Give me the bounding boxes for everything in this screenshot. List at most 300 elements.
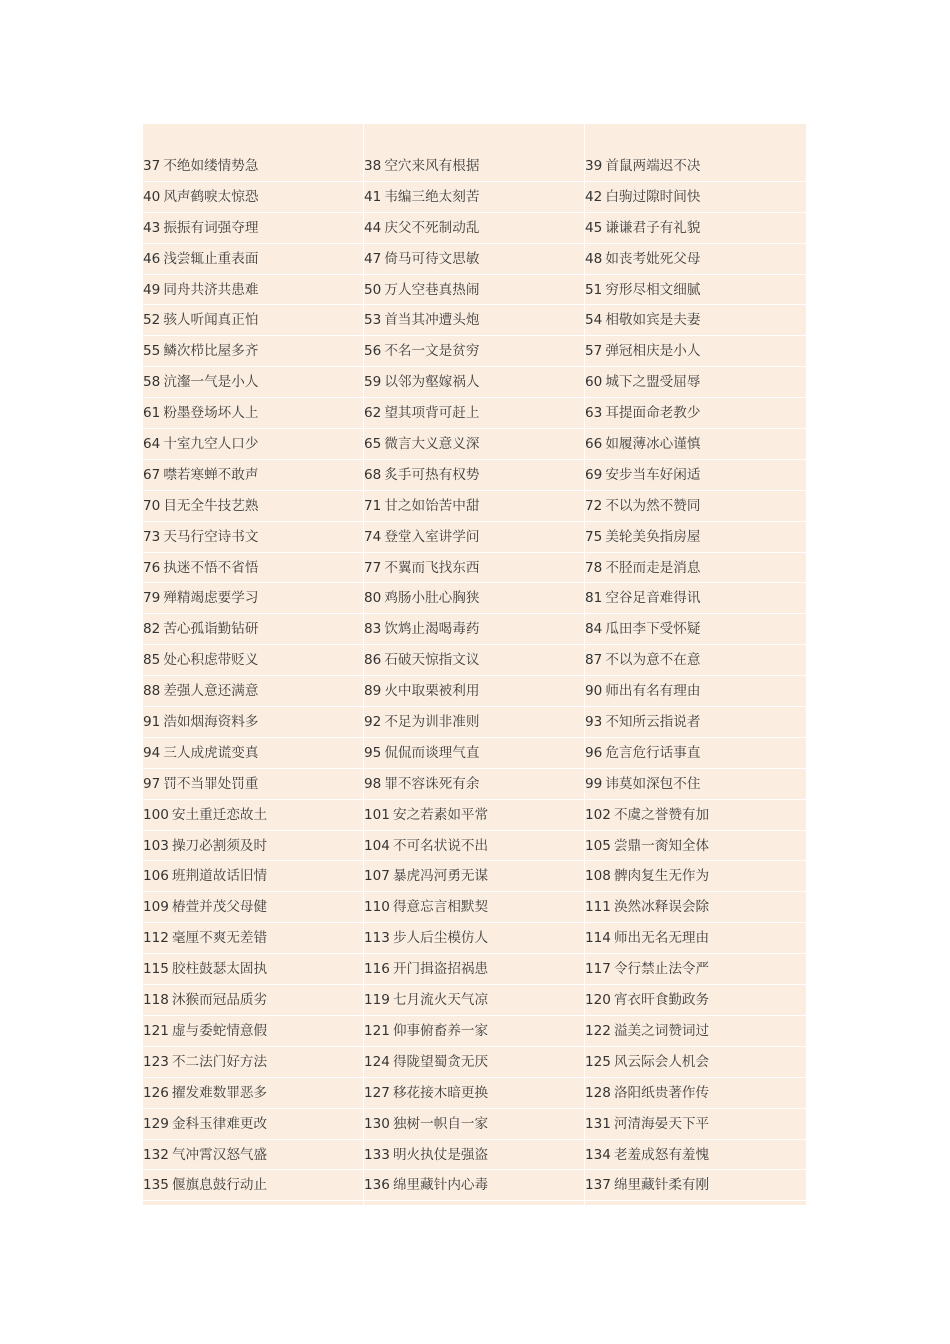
idiom-number: 50 — [364, 281, 382, 298]
idiom-number: 120 — [585, 992, 611, 1009]
idiom-text: 溢美之词赞词过 — [613, 1022, 710, 1039]
idiom-number: 78 — [585, 559, 603, 576]
idiom-entry — [143, 367, 364, 398]
idiom-number: 117 — [585, 961, 611, 978]
idiom-entry — [143, 1016, 364, 1047]
idiom-text: 同舟共济共患难 — [163, 281, 259, 298]
idiom-text: 耳提面命老教少 — [605, 405, 701, 422]
idiom-entry — [364, 800, 585, 831]
idiom-entry — [585, 614, 806, 645]
idiom-text: 讳莫如深包不住 — [605, 775, 701, 792]
idiom-entry — [585, 892, 806, 923]
idiom-table — [143, 151, 806, 1201]
idiom-number: 42 — [585, 188, 603, 205]
idiom-text: 目无全牛技艺熟 — [163, 497, 259, 514]
idiom-entry — [585, 831, 806, 862]
idiom-number: 69 — [585, 466, 603, 483]
idiom-text: 宵衣旰食勤政务 — [613, 992, 710, 1009]
idiom-text: 苦心孤诣勤钻研 — [163, 621, 259, 638]
idiom-number: 92 — [364, 714, 382, 731]
idiom-number: 55 — [143, 343, 161, 360]
idiom-text: 不虞之誉赞有加 — [613, 806, 710, 823]
idiom-entry — [585, 275, 806, 306]
idiom-text: 噤若寒蝉不敢声 — [163, 466, 259, 483]
idiom-text: 班荆道故话旧情 — [171, 868, 268, 885]
idiom-number: 127 — [364, 1084, 390, 1101]
idiom-entry — [585, 429, 806, 460]
idiom-number: 108 — [585, 868, 611, 885]
idiom-entry — [364, 553, 585, 584]
idiom-text: 相敬如宾是夫妻 — [605, 312, 701, 329]
idiom-text: 微言大义意义深 — [384, 436, 480, 453]
idiom-number: 82 — [143, 621, 161, 638]
idiom-number: 115 — [143, 961, 169, 978]
idiom-number: 66 — [585, 436, 603, 453]
idiom-number: 119 — [364, 992, 390, 1009]
idiom-entry — [364, 1078, 585, 1109]
idiom-entry — [585, 1170, 806, 1201]
idiom-text: 不可名状说不出 — [392, 837, 489, 854]
idiom-entry — [143, 244, 364, 275]
idiom-entry — [364, 583, 585, 614]
idiom-number: 64 — [143, 436, 161, 453]
idiom-entry — [364, 1016, 585, 1047]
idiom-text: 胶柱鼓瑟太固执 — [171, 961, 268, 978]
idiom-entry — [143, 336, 364, 367]
idiom-number: 113 — [364, 930, 390, 947]
idiom-entry — [364, 429, 585, 460]
idiom-entry — [585, 1047, 806, 1078]
idiom-entry — [143, 213, 364, 244]
idiom-number: 126 — [143, 1084, 169, 1101]
idiom-number: 56 — [364, 343, 382, 360]
idiom-text: 气冲霄汉怒气盛 — [171, 1146, 268, 1163]
idiom-number: 132 — [143, 1146, 169, 1163]
idiom-text: 不足为训非准则 — [384, 714, 480, 731]
idiom-text: 庆父不死制动乱 — [384, 219, 480, 236]
idiom-text: 虚与委蛇情意假 — [171, 1022, 268, 1039]
idiom-text: 如履薄冰心谨慎 — [605, 436, 701, 453]
idiom-number: 96 — [585, 744, 603, 761]
idiom-entry — [143, 491, 364, 522]
idiom-entry — [585, 923, 806, 954]
idiom-text: 不名一文是贫穷 — [384, 343, 480, 360]
idiom-number: 99 — [585, 775, 603, 792]
idiom-text: 危言危行话事直 — [605, 744, 701, 761]
idiom-entry — [364, 213, 585, 244]
idiom-number: 73 — [143, 528, 161, 545]
idiom-number: 135 — [143, 1177, 169, 1194]
idiom-number: 94 — [143, 744, 161, 761]
idiom-number: 85 — [143, 652, 161, 669]
idiom-number: 45 — [585, 219, 603, 236]
idiom-text: 如丧考妣死父母 — [605, 250, 701, 267]
idiom-number: 100 — [143, 806, 169, 823]
idiom-text: 不胫而走是消息 — [605, 559, 701, 576]
idiom-entry — [585, 1078, 806, 1109]
idiom-number: 90 — [585, 683, 603, 700]
idiom-number: 70 — [143, 497, 161, 514]
idiom-entry — [585, 1140, 806, 1171]
idiom-entry — [364, 738, 585, 769]
idiom-number: 133 — [364, 1146, 390, 1163]
idiom-entry — [364, 614, 585, 645]
idiom-entry — [585, 367, 806, 398]
idiom-entry — [585, 1109, 806, 1140]
idiom-text: 三人成虎谎变真 — [163, 744, 259, 761]
idiom-text: 不二法门好方法 — [171, 1053, 268, 1070]
idiom-entry — [585, 769, 806, 800]
idiom-text: 洛阳纸贵著作传 — [613, 1084, 710, 1101]
idiom-number: 38 — [364, 158, 382, 174]
idiom-entry — [364, 491, 585, 522]
idiom-number: 51 — [585, 281, 603, 298]
idiom-number: 98 — [364, 775, 382, 792]
idiom-text: 绵里藏针柔有刚 — [613, 1177, 710, 1194]
idiom-number: 137 — [585, 1177, 611, 1194]
idiom-entry — [585, 954, 806, 985]
idiom-text: 弹冠相庆是小人 — [605, 343, 701, 360]
idiom-entry — [143, 923, 364, 954]
idiom-entry — [143, 738, 364, 769]
idiom-number: 67 — [143, 466, 161, 483]
idiom-text: 不以为意不在意 — [605, 652, 701, 669]
idiom-entry — [364, 676, 585, 707]
idiom-number: 118 — [143, 992, 169, 1009]
idiom-entry — [143, 769, 364, 800]
idiom-text: 罪不容诛死有余 — [384, 775, 480, 792]
idiom-text: 不绝如缕情势急 — [163, 158, 259, 174]
idiom-number: 47 — [364, 250, 382, 267]
idiom-text: 安土重迁恋故土 — [171, 806, 268, 823]
idiom-text: 白驹过隙时间快 — [605, 188, 701, 205]
idiom-text: 老羞成怒有羞愧 — [613, 1146, 710, 1163]
idiom-entry — [143, 831, 364, 862]
idiom-entry — [364, 398, 585, 429]
idiom-number: 89 — [364, 683, 382, 700]
idiom-number: 37 — [143, 158, 161, 174]
idiom-text: 万人空巷真热闹 — [384, 281, 480, 298]
idiom-entry — [585, 398, 806, 429]
idiom-text: 登堂入室讲学问 — [384, 528, 480, 545]
idiom-text: 步人后尘模仿人 — [392, 930, 489, 947]
idiom-entry — [364, 1047, 585, 1078]
idiom-text: 独树一帜自一家 — [392, 1115, 489, 1132]
idiom-entry — [585, 151, 806, 182]
idiom-text: 操刀必割须及时 — [171, 837, 268, 854]
idiom-text: 沐猴而冠品质劣 — [171, 992, 268, 1009]
idiom-entry — [143, 985, 364, 1016]
idiom-entry — [143, 1170, 364, 1201]
idiom-text: 风声鹤唳太惊恐 — [163, 188, 259, 205]
idiom-entry — [364, 769, 585, 800]
idiom-text: 瓜田李下受怀疑 — [605, 621, 701, 638]
idiom-number: 63 — [585, 405, 603, 422]
idiom-text: 擢发难数罪恶多 — [171, 1084, 268, 1101]
idiom-entry — [364, 460, 585, 491]
idiom-number: 86 — [364, 652, 382, 669]
idiom-number: 52 — [143, 312, 161, 329]
idiom-text: 不以为然不赞同 — [605, 497, 701, 514]
idiom-number: 74 — [364, 528, 382, 545]
idiom-number: 43 — [143, 219, 161, 236]
idiom-entry — [364, 1170, 585, 1201]
idiom-number: 129 — [143, 1115, 169, 1132]
idiom-entry — [585, 800, 806, 831]
idiom-entry — [585, 676, 806, 707]
idiom-entry — [143, 1047, 364, 1078]
idiom-entry — [143, 398, 364, 429]
idiom-text: 移花接木暗更换 — [392, 1084, 489, 1101]
idiom-entry — [364, 1109, 585, 1140]
idiom-entry — [585, 213, 806, 244]
idiom-number: 60 — [585, 374, 603, 391]
idiom-number: 123 — [143, 1053, 169, 1070]
idiom-number: 122 — [585, 1022, 611, 1039]
idiom-text: 罚不当罪处罚重 — [163, 775, 259, 792]
idiom-entry — [585, 491, 806, 522]
idiom-text: 炙手可热有权势 — [384, 466, 480, 483]
idiom-number: 83 — [364, 621, 382, 638]
idiom-text: 骇人听闻真正怕 — [163, 312, 259, 329]
idiom-entry — [143, 676, 364, 707]
idiom-entry — [143, 1078, 364, 1109]
idiom-entry — [364, 861, 585, 892]
idiom-entry — [143, 151, 364, 182]
idiom-number: 91 — [143, 714, 161, 731]
idiom-text: 金科玉律难更改 — [171, 1115, 268, 1132]
idiom-number: 102 — [585, 806, 611, 823]
idiom-text: 师出有名有理由 — [605, 683, 701, 700]
idiom-number: 84 — [585, 621, 603, 638]
idiom-number: 81 — [585, 590, 603, 607]
idiom-entry — [585, 244, 806, 275]
idiom-number: 76 — [143, 559, 161, 576]
idiom-entry — [143, 707, 364, 738]
idiom-text: 火中取栗被利用 — [384, 683, 480, 700]
idiom-text: 开门揖盗招祸患 — [392, 961, 489, 978]
idiom-entry — [364, 707, 585, 738]
idiom-text: 殚精竭虑要学习 — [163, 590, 259, 607]
idiom-text: 差强人意还满意 — [163, 683, 259, 700]
idiom-entry — [143, 645, 364, 676]
idiom-entry — [143, 429, 364, 460]
idiom-entry — [585, 305, 806, 336]
idiom-entry — [585, 460, 806, 491]
idiom-entry — [585, 336, 806, 367]
idiom-number: 44 — [364, 219, 382, 236]
idiom-number: 112 — [143, 930, 169, 947]
idiom-text: 明火执仗是强盗 — [392, 1146, 489, 1163]
idiom-entry — [585, 707, 806, 738]
idiom-text: 处心积虑带贬义 — [163, 652, 259, 669]
idiom-text: 毫厘不爽无差错 — [171, 930, 268, 947]
idiom-entry — [143, 182, 364, 213]
idiom-number: 75 — [585, 528, 603, 545]
idiom-text: 首鼠两端迟不决 — [605, 158, 701, 174]
idiom-entry — [364, 182, 585, 213]
idiom-number: 116 — [364, 961, 390, 978]
idiom-entry — [143, 1140, 364, 1171]
idiom-number: 62 — [364, 405, 382, 422]
idiom-text: 空谷足音难得讯 — [605, 590, 701, 607]
idiom-number: 49 — [143, 281, 161, 298]
idiom-entry — [585, 522, 806, 553]
idiom-text: 振振有词强夺理 — [163, 219, 259, 236]
idiom-number: 101 — [364, 806, 390, 823]
idiom-number: 46 — [143, 250, 161, 267]
idiom-text: 天马行空诗书文 — [163, 528, 259, 545]
idiom-text: 七月流火天气凉 — [392, 992, 489, 1009]
idiom-number: 107 — [364, 868, 390, 885]
idiom-number: 88 — [143, 683, 161, 700]
idiom-number: 97 — [143, 775, 161, 792]
idiom-text: 安之若素如平常 — [392, 806, 489, 823]
idiom-number: 124 — [364, 1053, 390, 1070]
idiom-number: 39 — [585, 158, 603, 174]
idiom-number: 40 — [143, 188, 161, 205]
idiom-text: 空穴来风有根据 — [384, 158, 480, 174]
idiom-number: 54 — [585, 312, 603, 329]
idiom-text: 鳞次栉比屋多齐 — [163, 343, 259, 360]
idiom-text: 十室九空人口少 — [163, 436, 259, 453]
idiom-entry — [585, 182, 806, 213]
idiom-text: 不知所云指说者 — [605, 714, 701, 731]
idiom-entry — [143, 614, 364, 645]
idiom-text: 首当其冲遭头炮 — [384, 312, 480, 329]
idiom-text: 偃旗息鼓行动止 — [171, 1177, 268, 1194]
idiom-text: 饮鸩止渴喝毒药 — [384, 621, 480, 638]
idiom-number: 68 — [364, 466, 382, 483]
idiom-text: 令行禁止法令严 — [613, 961, 710, 978]
idiom-entry — [364, 275, 585, 306]
idiom-number: 71 — [364, 497, 382, 514]
idiom-number: 121 — [143, 1022, 169, 1039]
idiom-entry — [364, 954, 585, 985]
idiom-entry — [585, 1016, 806, 1047]
idiom-number: 114 — [585, 930, 611, 947]
idiom-text: 风云际会人机会 — [613, 1053, 710, 1070]
idiom-number: 48 — [585, 250, 603, 267]
idiom-entry — [143, 861, 364, 892]
idiom-entry — [364, 1140, 585, 1171]
idiom-number: 103 — [143, 837, 169, 854]
idiom-number: 79 — [143, 590, 161, 607]
idiom-text: 粉墨登场坏人上 — [163, 405, 259, 422]
idiom-number: 59 — [364, 374, 382, 391]
idiom-number: 109 — [143, 899, 169, 916]
idiom-number: 104 — [364, 837, 390, 854]
idiom-entry — [143, 800, 364, 831]
idiom-entry — [143, 1109, 364, 1140]
idiom-number: 57 — [585, 343, 603, 360]
idiom-number: 134 — [585, 1146, 611, 1163]
idiom-text: 仰事俯畜养一家 — [392, 1022, 489, 1039]
idiom-text: 师出无名无理由 — [613, 930, 710, 947]
idiom-entry — [143, 305, 364, 336]
idiom-entry — [364, 151, 585, 182]
idiom-number: 53 — [364, 312, 382, 329]
idiom-entry — [364, 892, 585, 923]
idiom-text: 执迷不悟不省悟 — [163, 559, 259, 576]
idiom-entry — [585, 645, 806, 676]
idiom-text: 得意忘言相默契 — [392, 899, 489, 916]
idiom-entry — [364, 244, 585, 275]
idiom-text: 涣然冰释误会除 — [613, 899, 710, 916]
idiom-text: 河清海晏天下平 — [613, 1115, 710, 1132]
idiom-text: 髀肉复生无作为 — [613, 868, 710, 885]
idiom-number: 130 — [364, 1115, 390, 1132]
idiom-text: 得陇望蜀贪无厌 — [392, 1053, 489, 1070]
idiom-text: 浩如烟海资料多 — [163, 714, 259, 731]
idiom-entry — [585, 861, 806, 892]
idiom-text: 尝鼎一脔知全体 — [613, 837, 710, 854]
idiom-entry — [143, 275, 364, 306]
idiom-number: 128 — [585, 1084, 611, 1101]
idiom-number: 95 — [364, 744, 382, 761]
idiom-text: 不翼而飞找东西 — [384, 559, 480, 576]
idiom-number: 80 — [364, 590, 382, 607]
idiom-text: 穷形尽相文细腻 — [605, 281, 701, 298]
idiom-entry — [143, 892, 364, 923]
idiom-entry — [585, 985, 806, 1016]
idiom-text: 沆瀣一气是小人 — [163, 374, 259, 391]
idiom-number: 121 — [364, 1022, 390, 1039]
idiom-entry — [143, 954, 364, 985]
idiom-text: 鸡肠小肚心胸狭 — [384, 590, 480, 607]
idiom-text: 甘之如饴苦中甜 — [384, 497, 480, 514]
idiom-text: 侃侃而谈理气直 — [384, 744, 480, 761]
idiom-number: 58 — [143, 374, 161, 391]
idiom-number: 93 — [585, 714, 603, 731]
idiom-number: 41 — [364, 188, 382, 205]
idiom-text: 浅尝辄止重表面 — [163, 250, 259, 267]
idiom-number: 136 — [364, 1177, 390, 1194]
idiom-entry — [585, 553, 806, 584]
idiom-text: 城下之盟受屈辱 — [605, 374, 701, 391]
idiom-number: 72 — [585, 497, 603, 514]
idiom-number: 105 — [585, 837, 611, 854]
idiom-number: 131 — [585, 1115, 611, 1132]
idiom-text: 韦编三绝太刻苦 — [384, 188, 480, 205]
idiom-text: 谦谦君子有礼貌 — [605, 219, 701, 236]
idiom-entry — [364, 367, 585, 398]
idiom-entry — [364, 305, 585, 336]
idiom-number: 77 — [364, 559, 382, 576]
idiom-entry — [364, 831, 585, 862]
idiom-number: 87 — [585, 652, 603, 669]
idiom-number: 110 — [364, 899, 390, 916]
idiom-entry — [143, 522, 364, 553]
idiom-entry — [585, 583, 806, 614]
idiom-text: 椿萱并茂父母健 — [171, 899, 268, 916]
idiom-number: 61 — [143, 405, 161, 422]
idiom-number: 125 — [585, 1053, 611, 1070]
idiom-entry — [364, 522, 585, 553]
idiom-text: 以邻为壑嫁祸人 — [384, 374, 480, 391]
idiom-text: 石破天惊指文议 — [384, 652, 480, 669]
idiom-entry — [143, 460, 364, 491]
idiom-entry — [585, 738, 806, 769]
idiom-text: 倚马可待文思敏 — [384, 250, 480, 267]
idiom-number: 111 — [585, 899, 611, 916]
idiom-text: 暴虎冯河勇无谋 — [392, 868, 489, 885]
idiom-entry — [364, 336, 585, 367]
idiom-text: 绵里藏针内心毒 — [392, 1177, 489, 1194]
idiom-text: 望其项背可赶上 — [384, 405, 480, 422]
idiom-text: 安步当车好闲适 — [605, 466, 701, 483]
idiom-entry — [143, 583, 364, 614]
